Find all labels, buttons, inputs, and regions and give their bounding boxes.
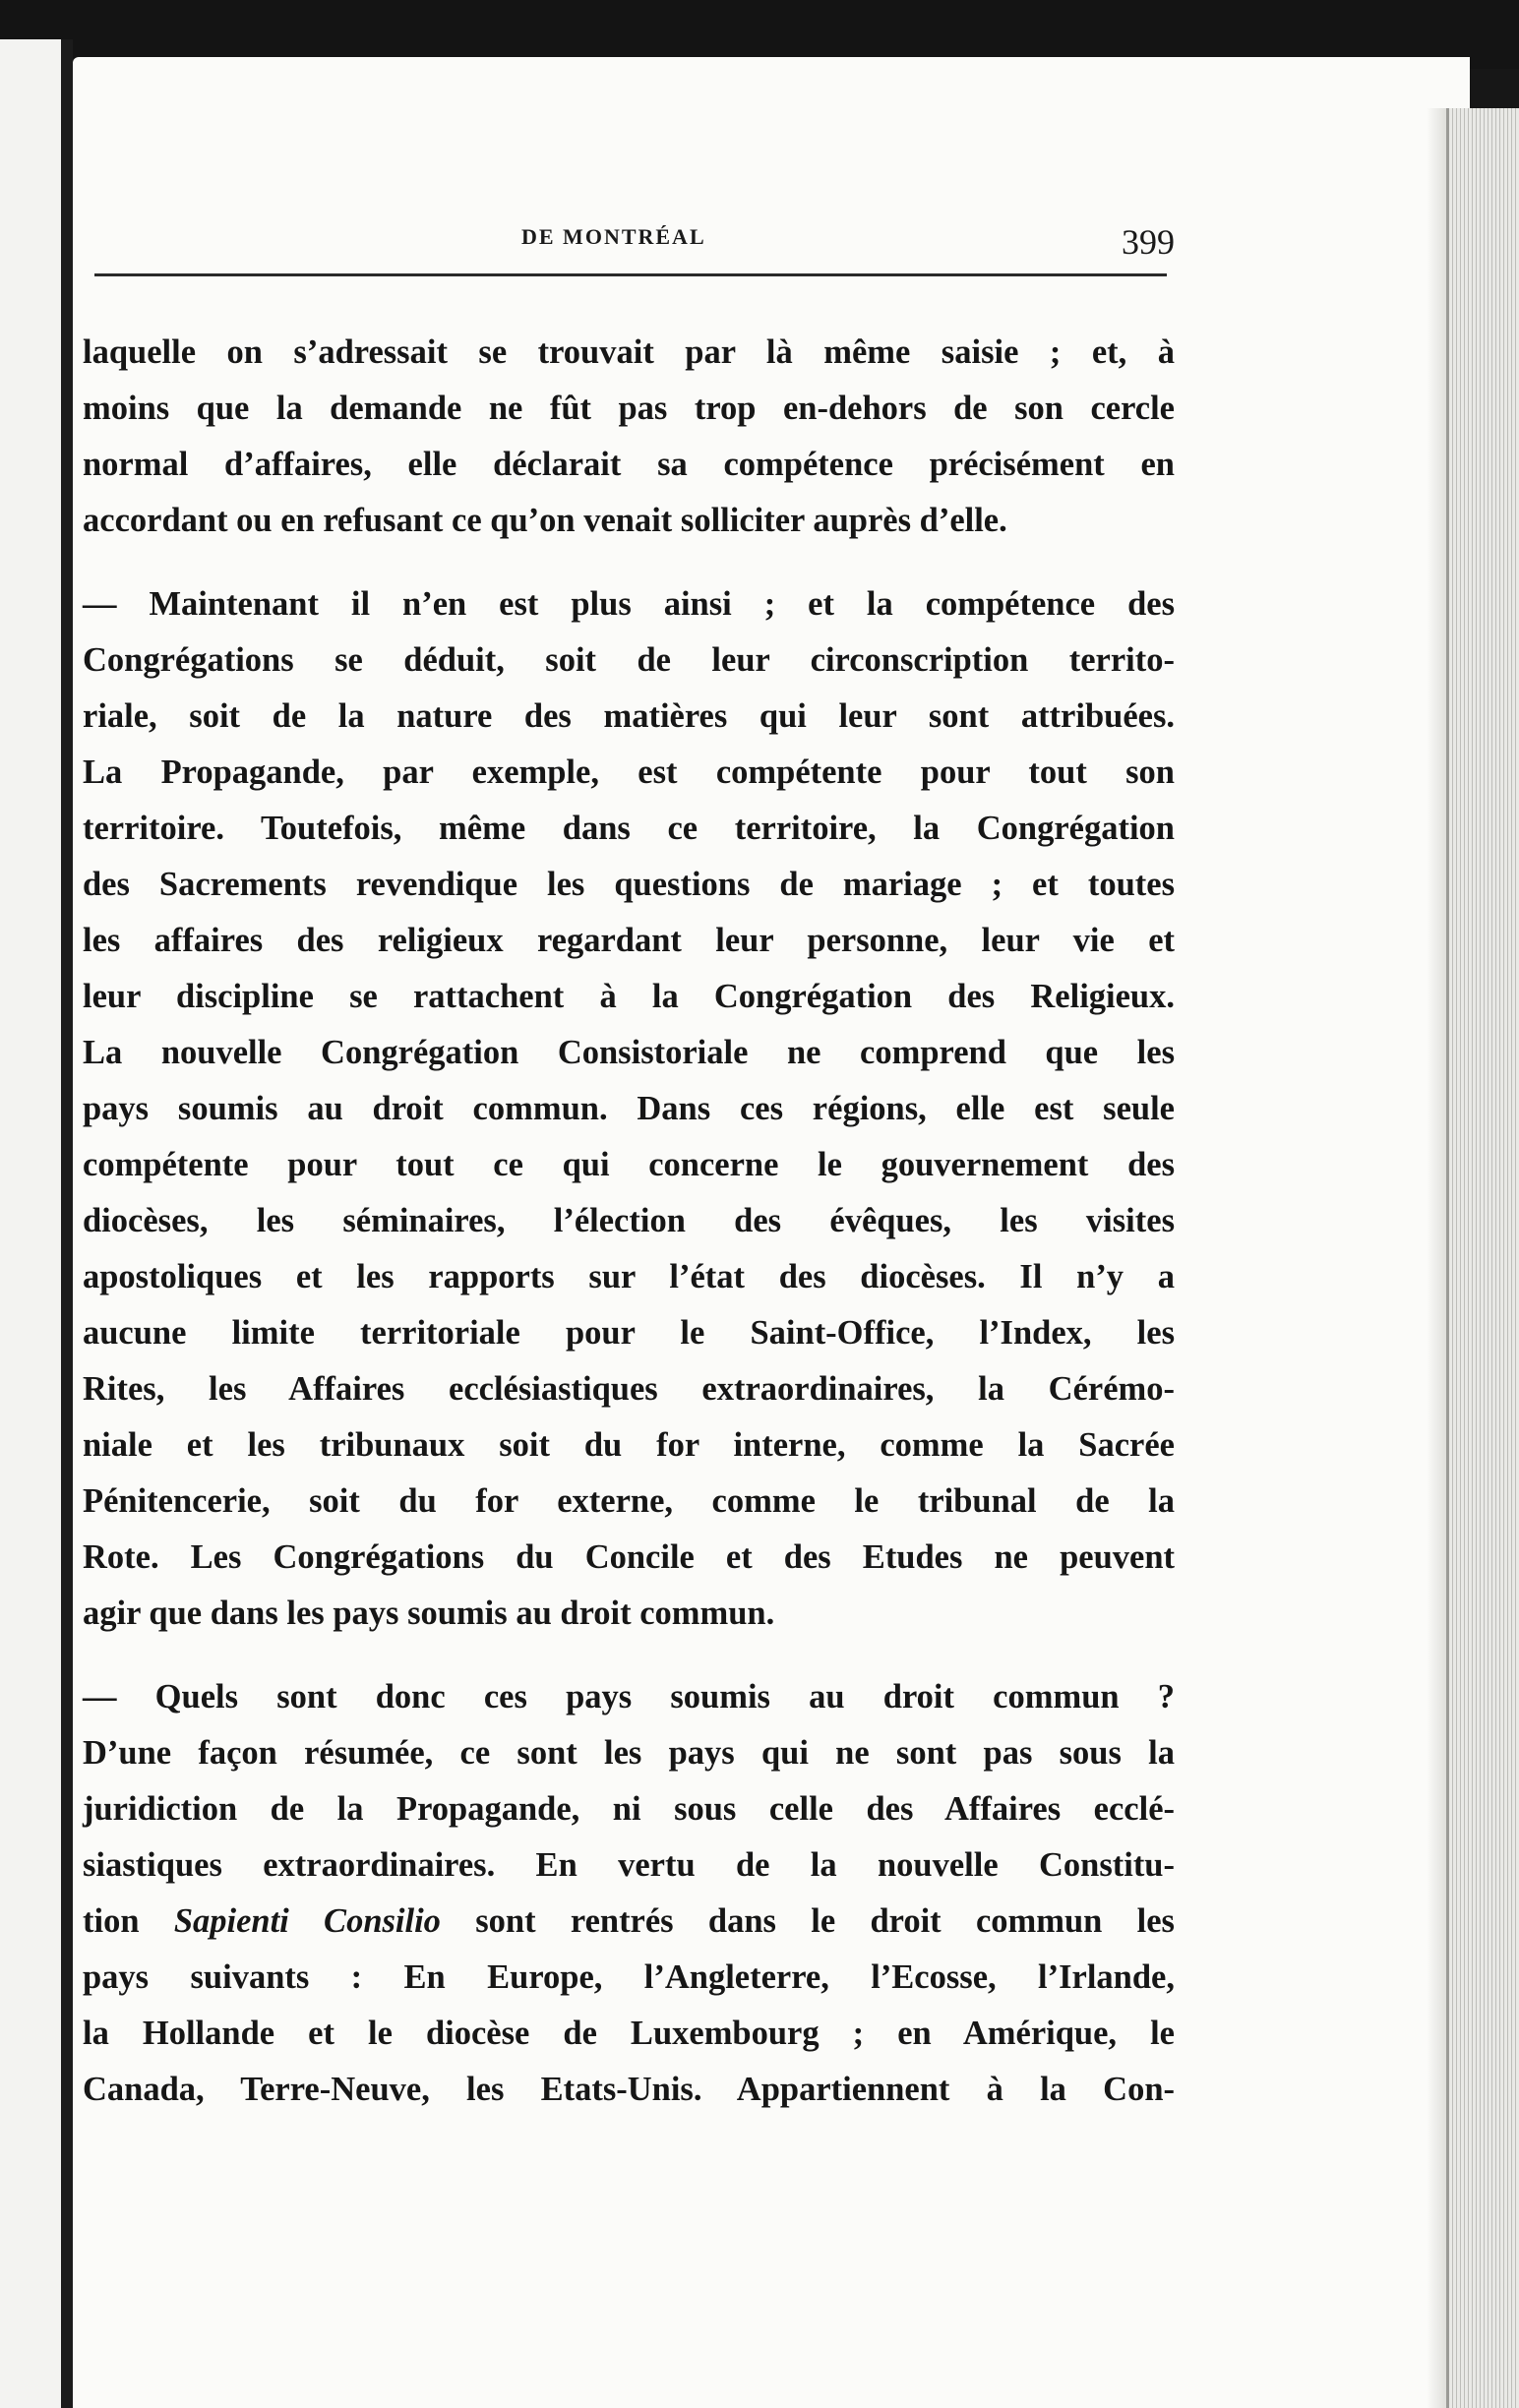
text-line: moins que la demande ne fût pas trop en-dehors de son cercle xyxy=(83,390,1175,427)
paragraph-3 xyxy=(83,1669,1175,2118)
text-line: Rites, les Affaires ecclésiastiques extraordinaires, la Cérémo- xyxy=(83,1370,1175,1408)
text-line-with-italic xyxy=(83,1894,1175,1950)
italic-title: Sapienti Consilio xyxy=(173,1902,441,1940)
text-line: agir que dans les pays soumis au droit commun. xyxy=(83,1595,775,1632)
text-line: diocèses, les séminaires, l’élection des évêques, les visites xyxy=(83,1202,1175,1239)
text-line: riale, soit de la nature des matières qui leur sont attribuées. xyxy=(83,697,1175,735)
text-line: compétente pour tout ce qui concerne le gouvernement des xyxy=(83,1146,1175,1183)
text-line: les affaires des religieux regardant leur personne, leur vie et xyxy=(83,922,1175,959)
paragraph-1 xyxy=(83,325,1175,549)
text-line: aucune limite territoriale pour le Saint-Office, l’Index, les xyxy=(83,1314,1175,1352)
text-line: pays suivants : En Europe, l’Angleterre, l’Ecosse, l’Irlande, xyxy=(83,1958,1175,1996)
text-line: normal d’affaires, elle déclarait sa compétence précisément en xyxy=(83,446,1175,483)
text-line: Rote. Les Congrégations du Concile et des Etudes ne peuvent xyxy=(83,1538,1175,1576)
paragraph-2 xyxy=(83,576,1175,1642)
text-line: laquelle on s’adressait se trouvait par là même saisie ; et, à xyxy=(83,333,1175,371)
header-rule xyxy=(94,273,1167,276)
running-title: DE MONTRÉAL xyxy=(521,224,706,249)
page-edge-shadow xyxy=(1427,108,1448,2408)
text-line: — Quels sont donc ces pays soumis au droit commun ? xyxy=(83,1678,1175,1716)
text-line: apostoliques et les rapports sur l’état des diocèses. Il n’y a xyxy=(83,1258,1175,1295)
text-line: pays soumis au droit commun. Dans ces régions, elle est seule xyxy=(83,1090,1175,1127)
text-line: juridiction de la Propagande, ni sous celle des Affaires ecclé- xyxy=(83,1790,1175,1828)
text-line: niale et les tribunaux soit du for interne, comme la Sacrée xyxy=(83,1426,1175,1464)
text-line: accordant ou en refusant ce qu’on venait solliciter auprès d’elle. xyxy=(83,502,1007,539)
text-line: D’une façon résumée, ce sont les pays qui ne sont pas sous la xyxy=(83,1734,1175,1772)
binding-gutter xyxy=(61,39,73,2408)
body-text xyxy=(83,325,1175,2118)
text-line: siastiques extraordinaires. En vertu de la nouvelle Constitu- xyxy=(83,1846,1175,1884)
text-fragment: tion xyxy=(83,1902,140,1940)
text-line: leur discipline se rattachent à la Congrégation des Religieux. xyxy=(83,978,1175,1015)
text-line: La Propagande, par exemple, est compétente pour tout son xyxy=(83,753,1175,791)
paragraph-gap xyxy=(83,1642,1175,1669)
page-number: 399 xyxy=(1122,222,1175,262)
text-fragment: sont rentrés dans le droit commun les xyxy=(475,1902,1175,1940)
text-line: Congrégations se déduit, soit de leur circonscription territo- xyxy=(83,641,1175,679)
paragraph-gap xyxy=(83,549,1175,576)
text-line: La nouvelle Congrégation Consistoriale ne comprend que les xyxy=(83,1034,1175,1071)
text-line: territoire. Toutefois, même dans ce territoire, la Congrégation xyxy=(83,810,1175,847)
text-line: la Hollande et le diocèse de Luxembourg ; en Amérique, le xyxy=(83,2015,1175,2052)
page-edges xyxy=(1446,108,1519,2408)
text-line: des Sacrements revendique les questions de mariage ; et toutes xyxy=(83,866,1175,903)
text-line: Canada, Terre-Neuve, les Etats-Unis. Appartiennent à la Con- xyxy=(83,2071,1175,2108)
left-margin xyxy=(0,39,61,2408)
text-line: — Maintenant il n’en est plus ainsi ; et la compétence des xyxy=(83,585,1175,623)
text-line: Pénitencerie, soit du for externe, comme le tribunal de la xyxy=(83,1482,1175,1520)
